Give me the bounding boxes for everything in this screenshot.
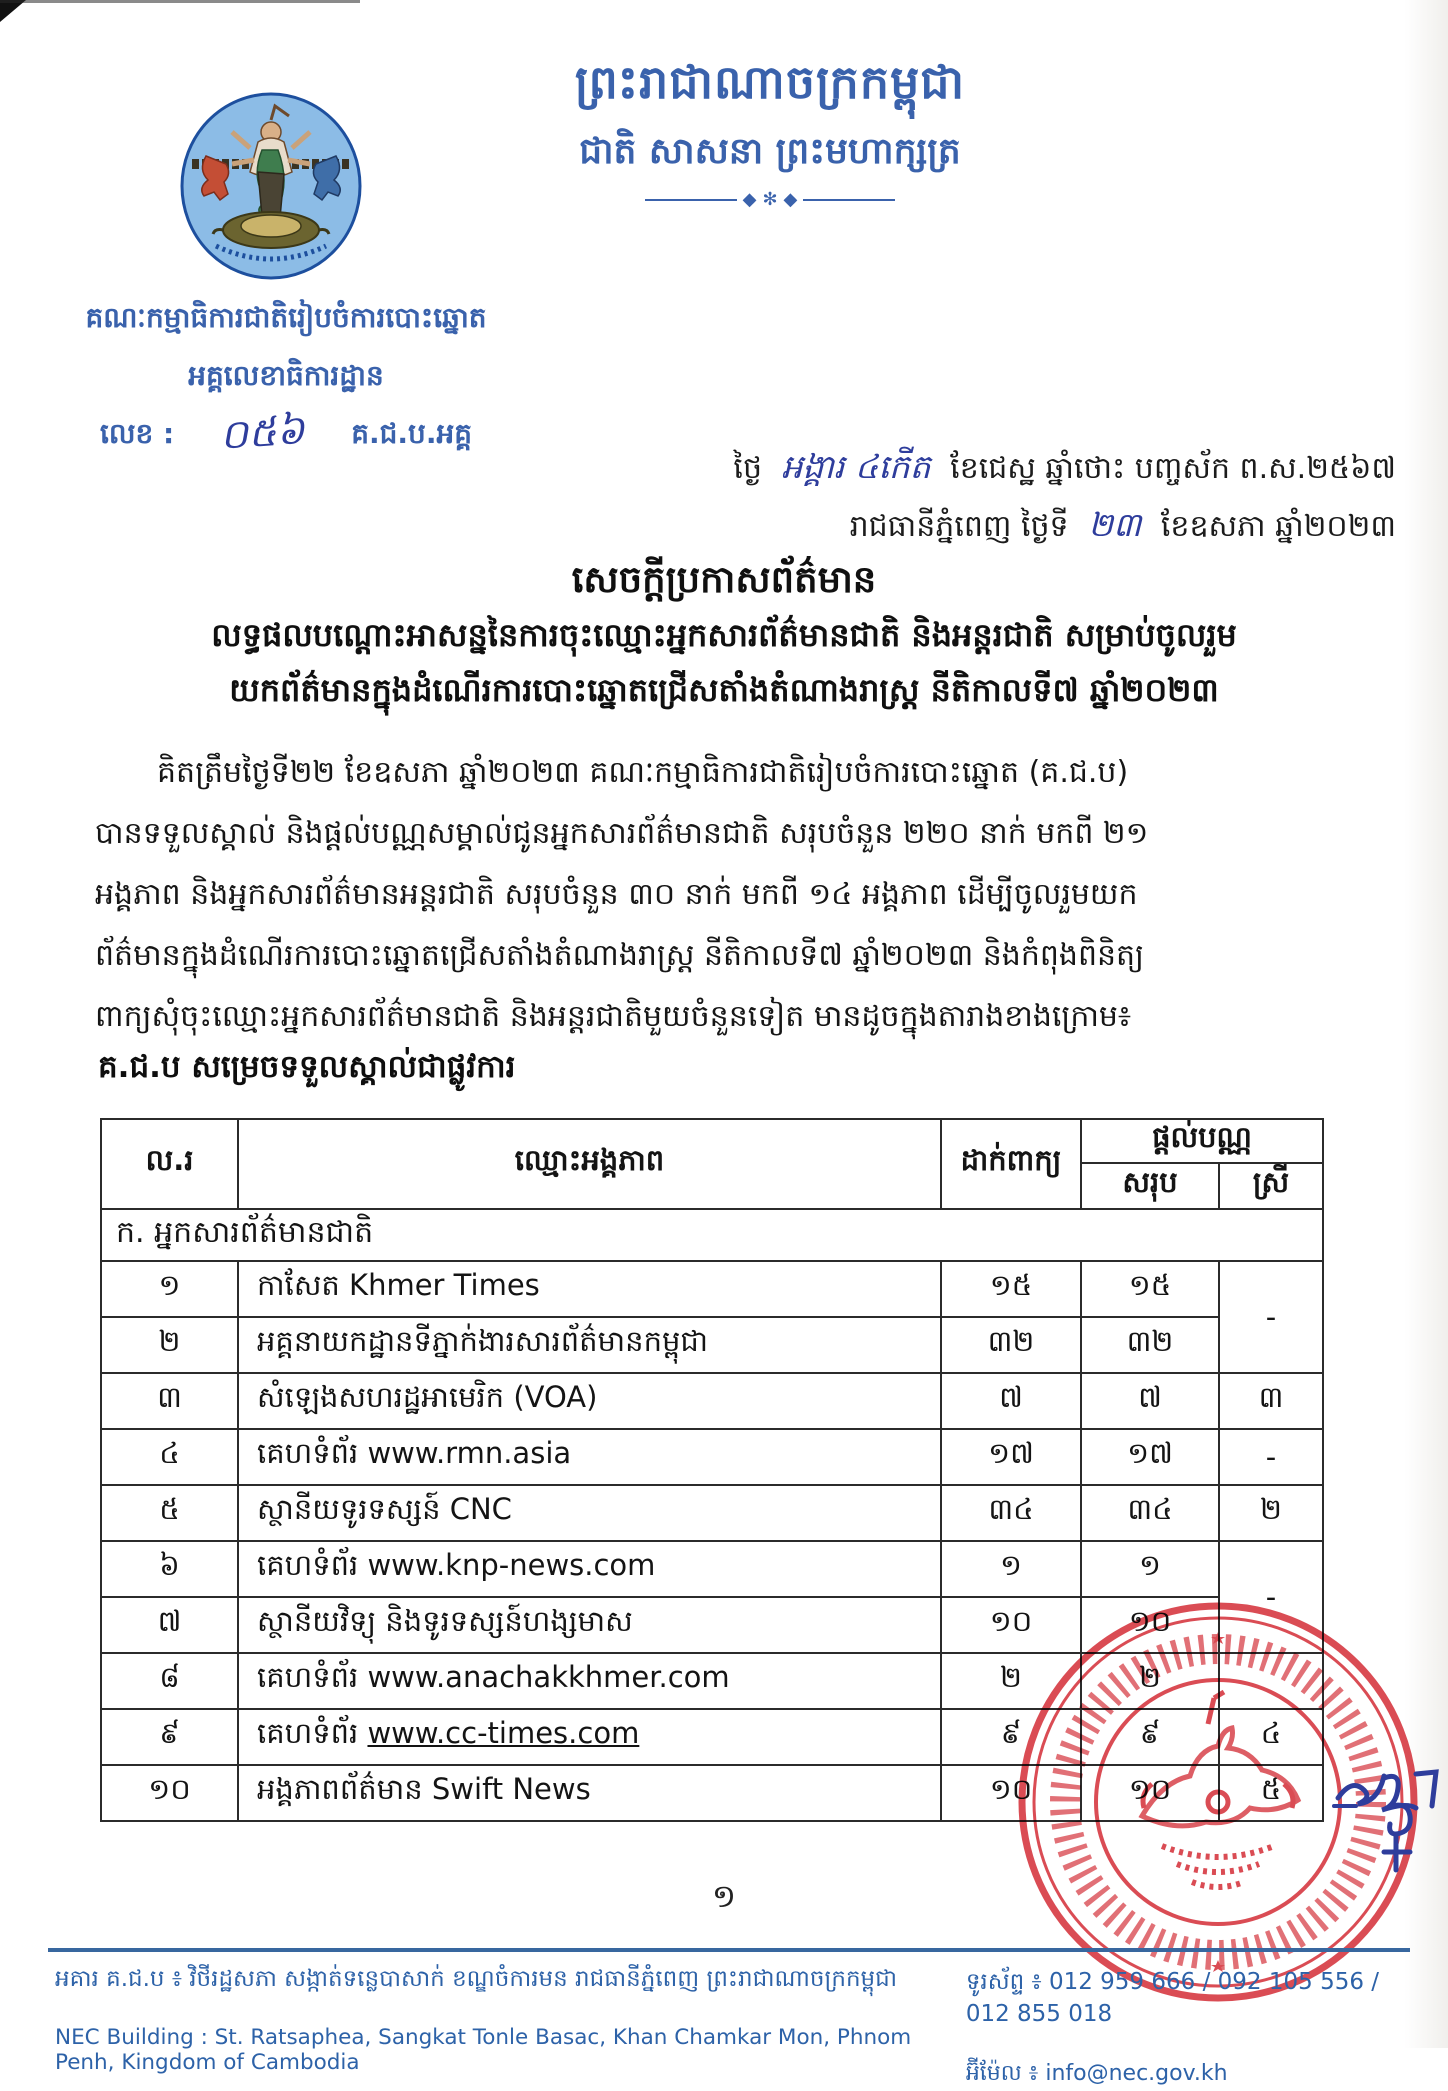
cell-no: ៨: [101, 1653, 238, 1709]
header-divider-ornament: [400, 191, 1140, 209]
table-section-row: [101, 1209, 1323, 1261]
cell-female: ២: [1219, 1485, 1323, 1541]
cell-total: ២: [1081, 1653, 1219, 1709]
cell-name: គេហទំព័រ www.anachakkhmer.com: [238, 1653, 941, 1709]
cell-applied: ៩: [941, 1709, 1081, 1765]
cell-applied: ៧: [941, 1373, 1081, 1429]
divider-flower: ✻: [762, 189, 778, 211]
cell-name: ស្ថានីយវិទ្យុ និងទូរទស្សន៍ហង្សមាស: [238, 1597, 941, 1653]
cell-total: ១៧: [1081, 1429, 1219, 1485]
cell-total: ១០: [1081, 1765, 1219, 1821]
cell-no: ៩: [101, 1709, 238, 1765]
footer-address-khmer: អគារ គ.ជ.ប ៖ វិថីរដ្ឋសភា សង្កាត់ទន្លេបាសាក់ ខណ្ឌចំការមន រាជធានីភ្នំពេញ ព្រះរាជាណាចក្រកម្ពុជា: [55, 1966, 898, 1992]
cell-no: ៤: [101, 1429, 238, 1485]
cell-no: ៧: [101, 1597, 238, 1653]
col-header-name: ឈ្មោះអង្គភាព: [238, 1119, 941, 1209]
cell-name: គេហទំព័រ www.rmn.asia: [238, 1429, 941, 1485]
cell-name-prefix: គេហទំព័រ: [257, 1716, 368, 1750]
lunar-date-rest: ខែជេស្ឋ ឆ្នាំថោះ បញ្ចស័ក ព.ស.២៥៦៧: [950, 451, 1396, 486]
cell-name: គេហទំព័រ www.knp-news.com: [238, 1541, 941, 1597]
cell-female: -: [1219, 1541, 1323, 1653]
footer-address-block: [55, 1968, 966, 2091]
cell-name: [238, 1709, 941, 1765]
cell-name: អង្គភាពព័ត៌មាន Swift News: [238, 1765, 941, 1821]
cell-name-url: www.cc-times.com: [367, 1716, 640, 1750]
cell-total: ៣២: [1081, 1317, 1219, 1373]
doc-number-label: លេខ :: [99, 416, 175, 450]
signature-mark: [1330, 1740, 1444, 1890]
cell-total: ១០: [1081, 1597, 1219, 1653]
national-motto: ជាតិ សាសនា ព្រះមហាក្សត្រ: [579, 131, 961, 172]
cell-no: ៣: [101, 1373, 238, 1429]
col-header-no: ល.រ: [101, 1119, 238, 1209]
scan-corner-artifact: [0, 0, 26, 22]
scan-edge-artifact: [0, 0, 360, 3]
phone-numbers: 012 959 666 / 092 105 556 / 012 855 018: [965, 1969, 1380, 2027]
doc-number-suffix: គ.ជ.ប.អគ្គ: [351, 416, 472, 450]
official-recognition-subheading: គ.ជ.ប សម្រេចទទួលស្គាល់ជាផ្លូវការ: [98, 1049, 516, 1085]
footer: [55, 1968, 1408, 2091]
table-row: [101, 1261, 1323, 1317]
cell-no: ១: [101, 1261, 238, 1317]
cell-total: ៧: [1081, 1373, 1219, 1429]
cell-female: ៥: [1219, 1765, 1323, 1821]
col-header-issued: ផ្តល់បណ្ណ: [1081, 1119, 1323, 1163]
cell-total: ១: [1081, 1541, 1219, 1597]
email-address: info@nec.gov.kh: [1045, 2061, 1228, 2086]
issuing-org-block: [18, 296, 554, 466]
body-line: អង្គភាព និងអ្នកសារព័ត៌មានអន្តរជាតិ សរុបចំនួន ៣០ នាក់ មកពី ១៤ អង្គភាព ដើម្បីចូលរួមយក: [95, 877, 1138, 912]
cell-total: ៣៤: [1081, 1485, 1219, 1541]
secretariat-name: អគ្គលេខាធិការដ្ឋាន: [188, 358, 384, 392]
table-header-row: [101, 1119, 1323, 1163]
cell-applied: ១៥: [941, 1261, 1081, 1317]
title-block: [0, 552, 1448, 718]
cell-female: -: [1219, 1429, 1323, 1485]
table-row: [101, 1429, 1323, 1485]
press-release-title: សេចក្តីប្រកាសព័ត៌មាន: [571, 558, 877, 601]
gregorian-date-rest: ខែឧសភា ឆ្នាំ២០២៣: [1160, 508, 1396, 544]
title-subline-2: យកព័ត៌មានក្នុងដំណើរការបោះឆ្នោតជ្រើសតាំងតំណាងរាស្ត្រ នីតិកាលទី៧ ឆ្នាំ២០២៣: [229, 670, 1219, 709]
cell-total: ៩: [1081, 1709, 1219, 1765]
section-label: ក. អ្នកសារព័ត៌មានជាតិ: [101, 1209, 1323, 1261]
cell-female: -: [1219, 1261, 1323, 1373]
cell-female: ៣: [1219, 1373, 1323, 1429]
committee-name: គណៈកម្មាធិការជាតិរៀបចំការបោះឆ្នោត: [85, 301, 487, 334]
cell-total: ១៥: [1081, 1261, 1219, 1317]
footer-contact-block: [966, 1968, 1408, 2091]
page-number: ១: [711, 1877, 737, 1915]
phone-label: ទូរស័ព្ទ ៖: [965, 1969, 1042, 1995]
cell-no: ១០: [101, 1765, 238, 1821]
table-row: [101, 1373, 1323, 1429]
cell-no: ៦: [101, 1541, 238, 1597]
document-header: [400, 48, 1140, 209]
cell-applied: ២: [941, 1653, 1081, 1709]
gregorian-date-prefix: រាជធានីភ្នំពេញ ថ្ងៃទី: [849, 508, 1069, 544]
lunar-date-prefix: ថ្ងៃ: [733, 451, 762, 486]
nec-logo-icon: [178, 90, 364, 282]
footer-divider-line: [48, 1948, 1410, 1952]
col-header-total: សរុប: [1081, 1163, 1219, 1209]
gregorian-date-line: [733, 496, 1396, 554]
cell-name: កាសែត Khmer Times: [238, 1261, 941, 1317]
cell-no: ២: [101, 1317, 238, 1373]
cell-applied: ១៧: [941, 1429, 1081, 1485]
cell-applied: ១០: [941, 1765, 1081, 1821]
cell-no: ៥: [101, 1485, 238, 1541]
body-line: ព័ត៌មានក្នុងដំណើរការបោះឆ្នោតជ្រើសតាំងតំណាងរាស្ត្រ នីតិកាលទី៧ ឆ្នាំ២០២៣ និងកំពុងពិនិត្យ: [95, 938, 1145, 973]
cell-name: ស្ថានីយទូរទស្សន៍ CNC: [238, 1485, 941, 1541]
cell-name: សំឡេងសហរដ្ឋអាមេរិក (VOA): [238, 1373, 941, 1429]
document-number-line: [18, 407, 554, 466]
dateline-block: [733, 438, 1396, 554]
footer-address-english: NEC Building : St. Ratsaphea, Sangkat Tonle Basac, Khan Chamkar Mon, Phnom Penh, Kingdom of Cambodia: [55, 2025, 912, 2075]
table-row: [101, 1485, 1323, 1541]
table-row: [101, 1541, 1323, 1597]
cell-applied: ១: [941, 1541, 1081, 1597]
cell-applied: ៣៤: [941, 1485, 1081, 1541]
title-subline-1: លទ្ធផលបណ្តោះអាសន្ននៃការចុះឈ្មោះអ្នកសារព័ត៌មានជាតិ និងអន្តរជាតិ សម្រាប់ចូលរួម: [211, 615, 1237, 654]
cell-applied: ៣២: [941, 1317, 1081, 1373]
footer-email-line: [966, 2059, 1408, 2091]
cell-applied: ១០: [941, 1597, 1081, 1653]
doc-number-handwritten: ០៥៦: [218, 406, 307, 459]
col-header-applied: ដាក់ពាក្យ: [941, 1119, 1081, 1209]
body-line: គិតត្រឹមថ្ងៃទី២២ ខែឧសភា ឆ្នាំ២០២៣ គណៈកម្មាធិការជាតិរៀបចំការបោះឆ្នោត (គ.ជ.ប): [157, 755, 1129, 790]
body-line: ពាក្យសុំចុះឈ្មោះអ្នកសារព័ត៌មានជាតិ និងអន្តរជាតិមួយចំនួនទៀត មានដូចក្នុងតារាងខាងក្រោម៖: [95, 999, 1132, 1034]
cell-female: ៤: [1219, 1709, 1323, 1765]
divider-diamond-left: ◆: [742, 189, 757, 211]
lunar-date-line: [733, 438, 1396, 496]
col-header-female: ស្រី: [1219, 1163, 1323, 1209]
kingdom-title: ព្រះរាជាណាចក្រកម្ពុជា: [574, 55, 966, 109]
lunar-date-handwritten: អង្គារ ៤កើត: [781, 447, 931, 486]
divider-line-left: [645, 199, 737, 201]
footer-phone-line: [966, 1968, 1408, 2027]
gregorian-day-handwritten: ២៣: [1088, 504, 1142, 544]
divider-line-right: [803, 199, 895, 201]
body-paragraph: [95, 742, 1405, 1047]
email-label: អ៊ីម៉ែល ៖: [965, 2061, 1039, 2086]
table-row: [101, 1317, 1323, 1373]
body-line: បានទទួលស្គាល់ និងផ្តល់បណ្ណសម្គាល់ជូនអ្នកសារព័ត៌មានជាតិ សរុបចំនួន ២២០ នាក់ មកពី ២១: [95, 816, 1149, 851]
divider-diamond-right: ◆: [783, 189, 798, 211]
cell-name: អគ្គនាយកដ្ឋានទីភ្នាក់ងារសារព័ត៌មានកម្ពុជា: [238, 1317, 941, 1373]
